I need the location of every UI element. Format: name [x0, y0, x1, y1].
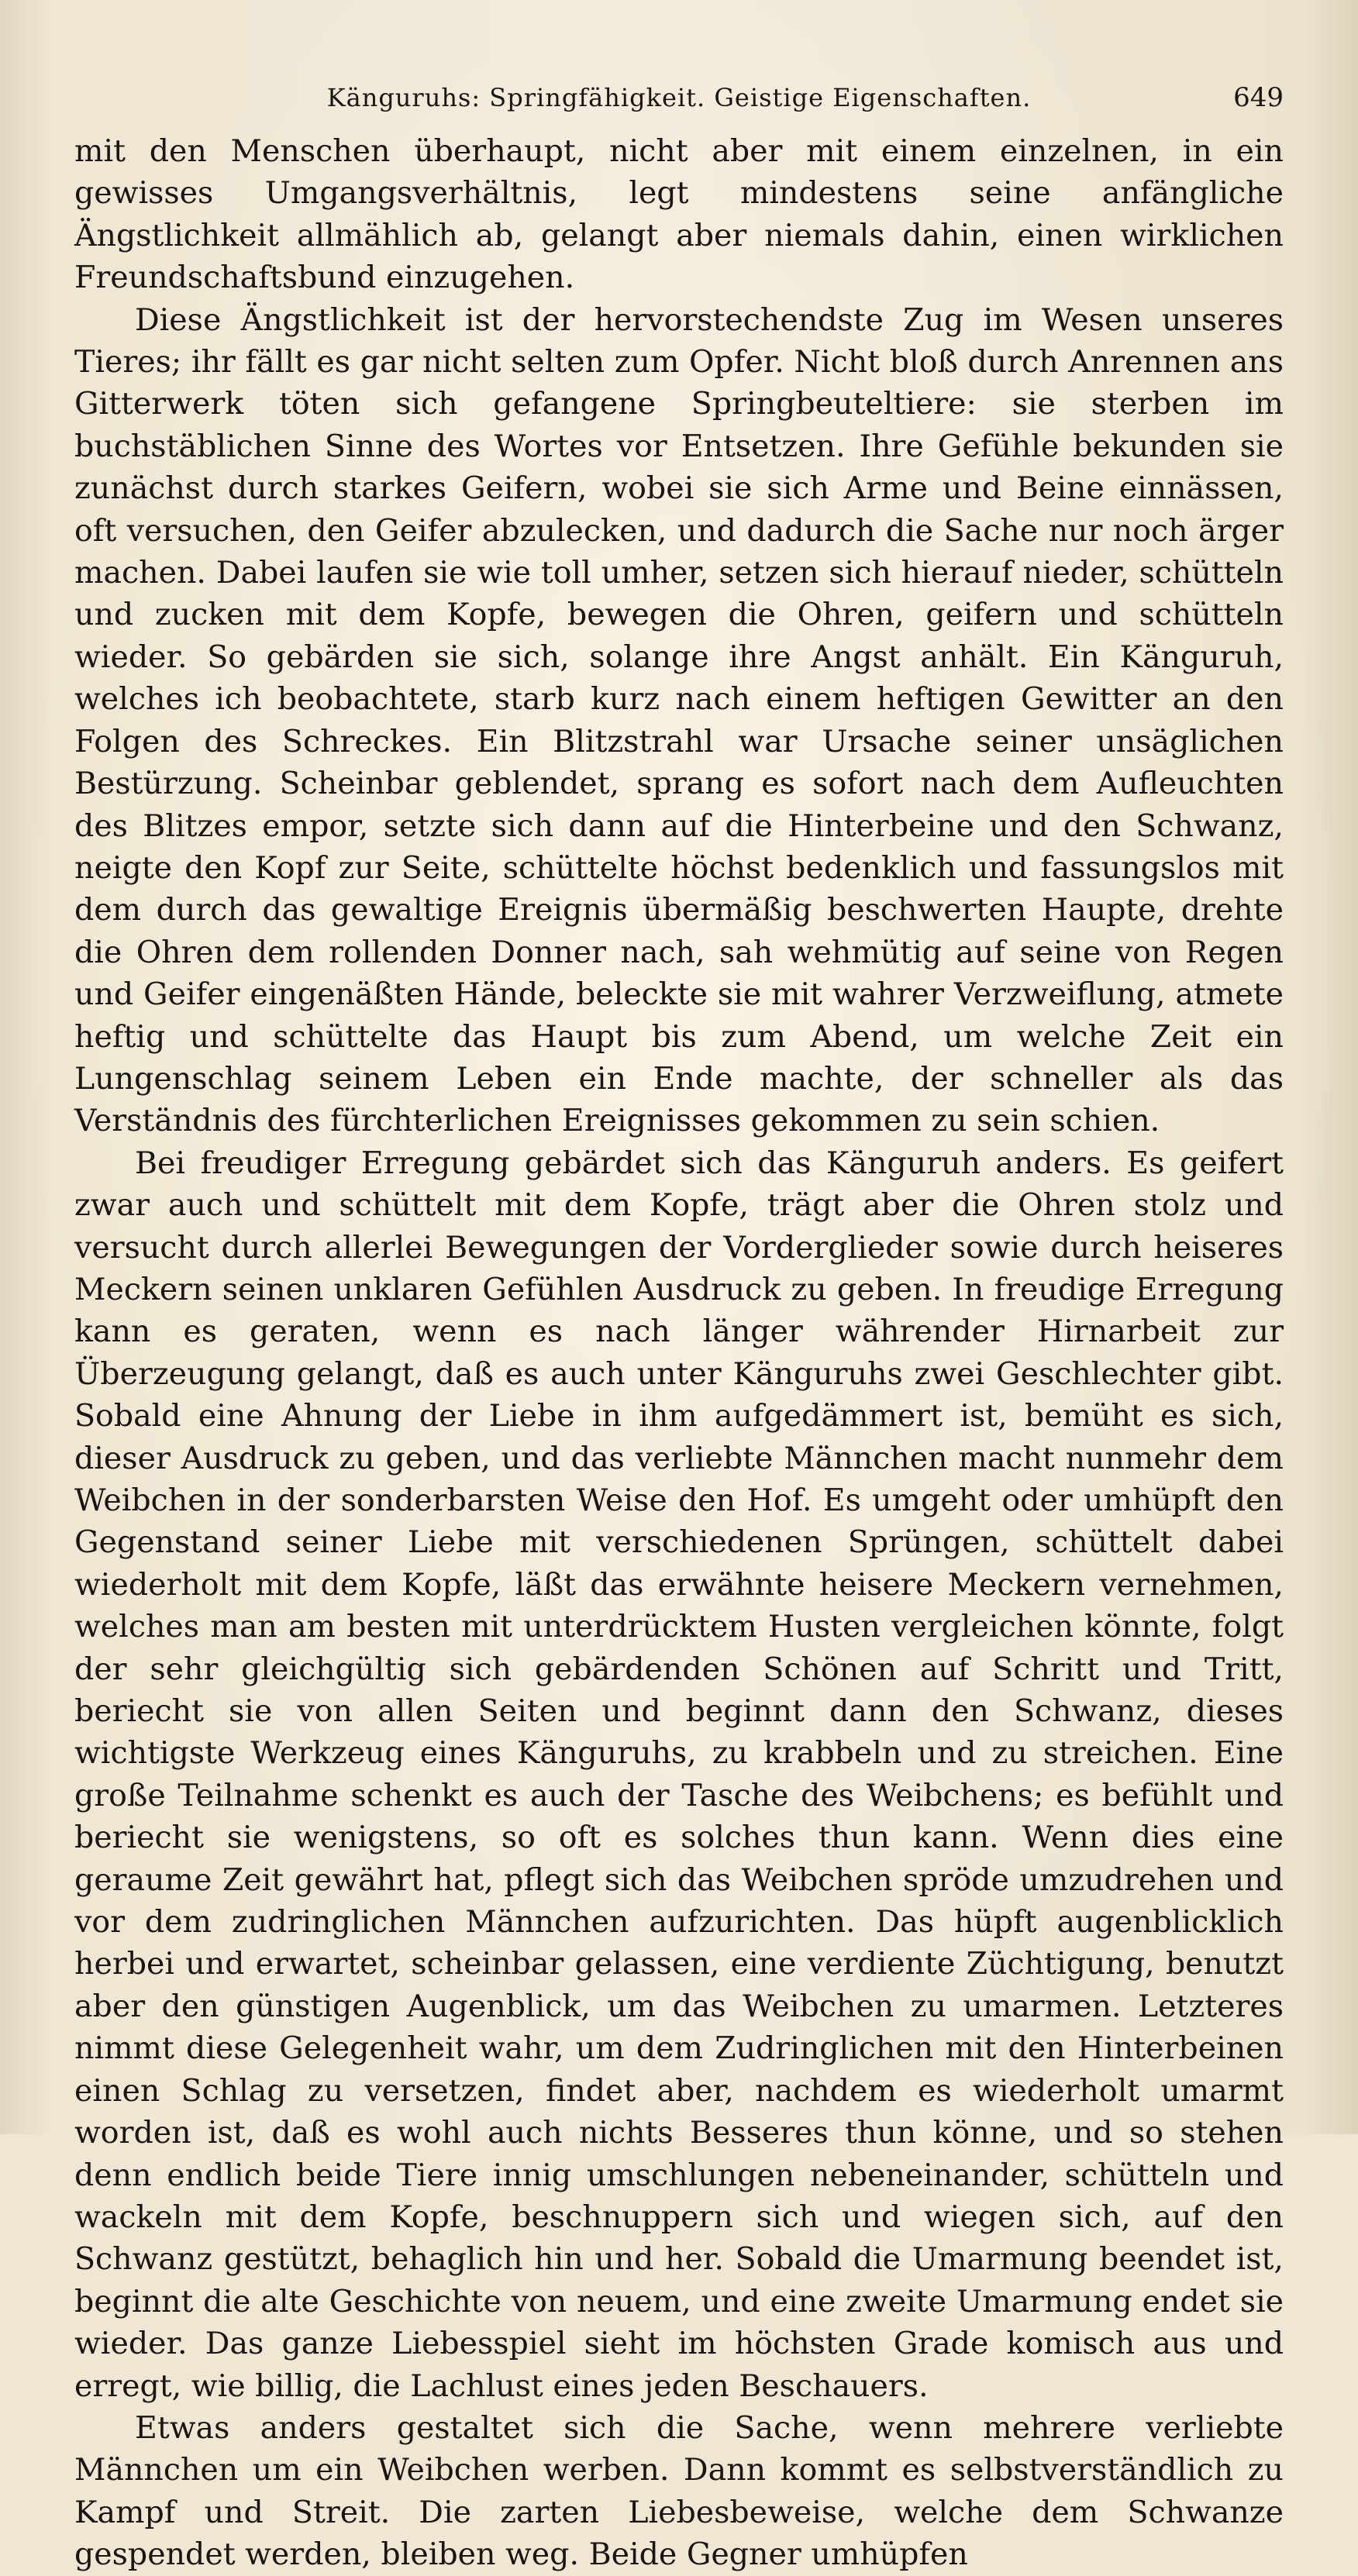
paragraph-continued: mit den Menschen überhaupt, nicht aber mit einem einzelnen, in ein gewisses Umgangsverhältnis, legt mindestens seine anfängliche Ängstlichkeit allmählich ab, gelangt aber niemals dahin, einen wirklichen Freundschaftsbund einzugehen. — [74, 133, 1284, 296]
page-number: 649 — [1233, 82, 1284, 113]
paragraph: Bei freudiger Erregung gebärdet sich das Känguruh anders. Es geifert zwar auch und schüttelt mit dem Kopfe, trägt aber die Ohren stolz und versucht durch allerlei Bewegungen der Vorderglieder sowie durch heiseres Meckern seinen unklaren Gefühlen Ausdruck zu geben. In freudige Erregung kann es geraten, wenn es nach länger währender Hirnarbeit zur Überzeugung gelangt, daß es auch unter Känguruhs zwei Geschlechter gibt. Sobald eine Ahnung der Liebe in ihm aufgedämmert ist, bemüht es sich, dieser Ausdruck zu geben, und das verliebte Männchen macht nunmehr dem Weibchen in der sonderbarsten Weise den Hof. Es umgeht oder umhüpft den Gegenstand seiner Liebe mit verschiedenen Sprüngen, schüttelt dabei wiederholt mit dem Kopfe, läßt das erwähnte heisere Meckern vernehmen, welches man am besten mit unterdrücktem Husten vergleichen könnte, folgt der sehr gleichgültig sich gebärdenden Schönen auf Schritt und Tritt, beriecht sie von allen Seiten und beginnt dann den Schwanz, dieses wichtigste Werkzeug eines Känguruhs, zu krabbeln und zu streichen. Eine große Teilnahme schenkt es auch der Tasche des Weibchens; es befühlt und beriecht sie wenigstens, so oft es solches thun kann. Wenn dies eine geraume Zeit gewährt hat, pflegt sich das Weibchen spröde umzudrehen und vor dem zudringlichen Männchen aufzurichten. Das hüpft augenblicklich herbei und erwartet, scheinbar gelassen, eine verdiente Züchtigung, benutzt aber den günstigen Augenblick, um das Weibchen zu umarmen. Letzteres nimmt diese Gelegenheit wahr, um dem Zudringlichen mit den Hinterbeinen einen Schlag zu versetzen, findet aber, nachdem es wiederholt umarmt worden ist, daß es wohl auch nichts Besseres thun könne, und so stehen denn endlich beide Tiere innig umschlungen nebeneinander, schütteln und wackeln mit dem Kopfe, beschnuppern sich und wiegen sich, auf den Schwanz gestützt, behaglich hin und her. Sobald die Umarmung beendet ist, beginnt die alte Geschichte von neuem, und eine zweite Umarmung endet sie wieder. Das ganze Liebesspiel sieht im höchsten Grade komisch aus und erregt, wie billig, die Lachlust eines jeden Beschauers. — [74, 1145, 1284, 2404]
body-text — [74, 130, 1284, 2573]
paragraph: Diese Ängstlichkeit ist der hervorstechendste Zug im Wesen unseres Tieres; ihr fällt es gar nicht selten zum Opfer. Nicht bloß durch Anrennen ans Gitterwerk töten sich gefangene Springbeuteltiere: sie sterben im buchstäblichen Sinne des Wortes vor Entsetzen. Ihre Gefühle bekunden sie zunächst durch starkes Geifern, wobei sie sich Arme und Beine einnässen, oft versuchen, den Geifer abzulecken, und dadurch die Sache nur noch ärger machen. Dabei laufen sie wie toll umher, setzen sich hierauf nieder, schütteln und zucken mit dem Kopfe, bewegen die Ohren, geifern und schütteln wieder. So gebärden sie sich, solange ihre Angst anhält. Ein Känguruh, welches ich beobachtete, starb kurz nach einem heftigen Gewitter an den Folgen des Schreckes. Ein Blitzstrahl war Ursache seiner unsäglichen Bestürzung. Scheinbar geblendet, sprang es sofort nach dem Aufleuchten des Blitzes empor, setzte sich dann auf die Hinterbeine und den Schwanz, neigte den Kopf zur Seite, schüttelte höchst bedenklich und fassungslos mit dem durch das gewaltige Ereignis übermäßig beschwerten Haupte, drehte die Ohren dem rollenden Donner nach, sah wehmütig auf seine von Regen und Geifer eingenäßten Hände, beleckte sie mit wahrer Verzweiflung, atmete heftig und schüttelte das Haupt bis zum Abend, um welche Zeit ein Lungenschlag seinem Leben ein Ende machte, der schneller als das Verständnis des fürchterlichen Ereignisses gekommen zu sein schien. — [74, 301, 1284, 1139]
paragraph: Etwas anders gestaltet sich die Sache, wenn mehrere verliebte Männchen um ein Weibchen werben. Dann kommt es selbstverständlich zu Kampf und Streit. Die zarten Liebesbeweise, welche dem Schwanze gespendet werden, bleiben weg. Beide Gegner umhüpfen — [74, 2409, 1284, 2573]
page-header — [74, 74, 1284, 121]
running-head: Känguruhs: Springfähigkeit. Geistige Eigenschaften. — [326, 83, 1032, 112]
